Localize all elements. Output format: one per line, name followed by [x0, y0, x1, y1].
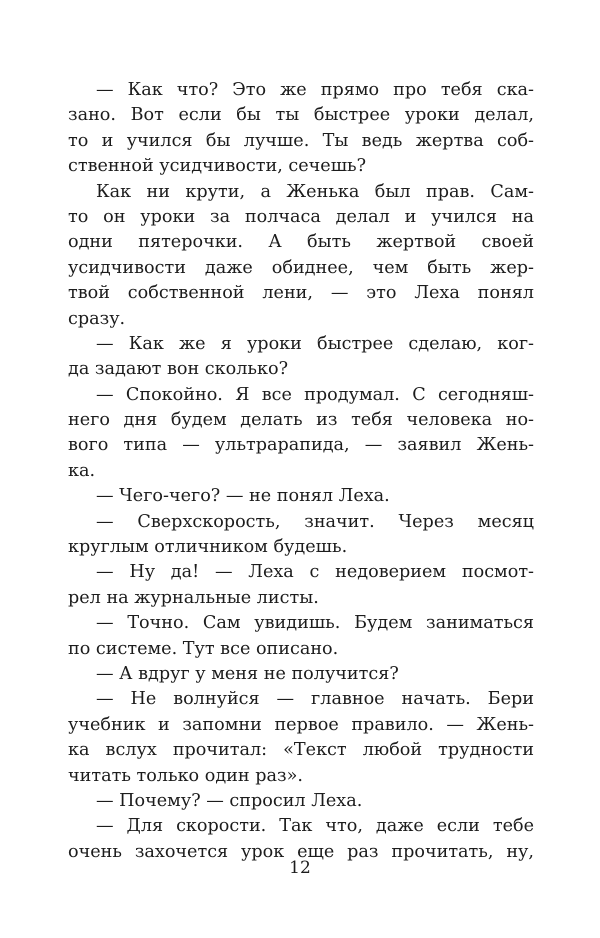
- text-line: учебник и запомни первое правило. — Жень-: [68, 714, 534, 735]
- text-line: — Чего-чего? — не понял Леха.: [96, 486, 390, 507]
- text-line: вого типа — ультрарапида, — заявил Жень-: [68, 435, 534, 456]
- text-line: — Для скорости. Так что, даже если тебе: [96, 816, 534, 837]
- text-line: ка вслух прочитал: «Текст любой трудности: [68, 740, 534, 761]
- page-body-text: [68, 78, 534, 865]
- text-line: — Сверхскорость, значит. Через месяц: [96, 511, 534, 532]
- text-line: ственной усидчивости, сечешь?: [68, 156, 367, 177]
- text-line: — А вдруг у меня не получится?: [96, 663, 399, 684]
- text-line: — Не волнуйся — главное начать. Бери: [96, 689, 534, 710]
- text-line: — Ну да! — Леха с недоверием посмот-: [96, 562, 534, 583]
- text-line: — Как что? Это же прямо про тебя ска-: [96, 80, 534, 100]
- text-line: усидчивости даже обиднее, чем быть жер-: [68, 257, 534, 278]
- text-line: по системе. Тут все описано.: [68, 638, 339, 659]
- text-line: — Как же я уроки быстрее сделаю, ког-: [96, 333, 534, 354]
- text-line: ка.: [68, 460, 96, 481]
- text-line: то он уроки за полчаса делал и учился на: [68, 206, 534, 227]
- text-line: да задают вон сколько?: [68, 359, 288, 380]
- text-line: одни пятерочки. А быть жертвой своей: [68, 232, 534, 253]
- text-line: него дня будем делать из тебя человека но-: [68, 410, 534, 431]
- text-line: очень захочется урок еще раз прочитать, ну,: [68, 841, 534, 862]
- text-line: рел на журнальные листы.: [68, 587, 319, 608]
- text-line: то и учился бы лучше. Ты ведь жертва соб-: [68, 130, 534, 151]
- page-number: 12: [289, 858, 311, 878]
- text-line: Как ни крути, а Женька был прав. Сам-: [96, 181, 534, 202]
- text-line: — Точно. Сам увидишь. Будем заниматься: [96, 613, 534, 634]
- text-line: сразу.: [68, 308, 126, 329]
- text-line: зано. Вот если бы ты быстрее уроки делал,: [68, 105, 534, 126]
- text-line: читать только один раз».: [68, 765, 303, 786]
- text-line: твой собственной лени, — это Леха понял: [68, 283, 534, 304]
- text-line: — Почему? — спросил Леха.: [96, 790, 363, 811]
- text-line: круглым отличником будешь.: [68, 537, 348, 558]
- text-line: — Спокойно. Я все продумал. С сегодняш-: [96, 384, 534, 405]
